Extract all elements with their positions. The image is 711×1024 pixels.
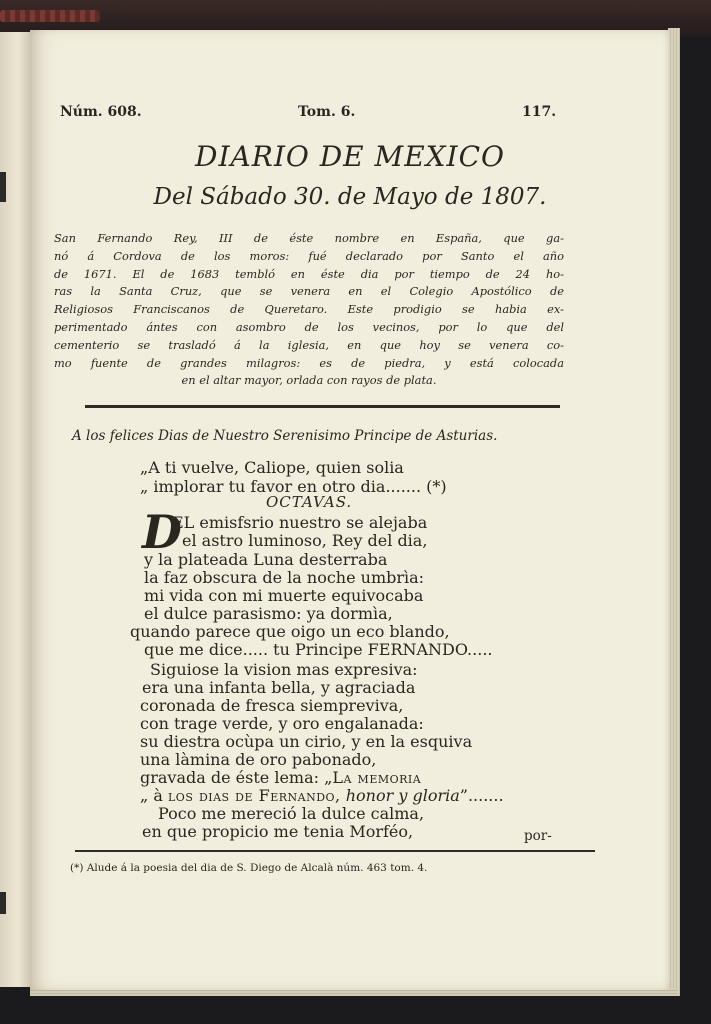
poem-line: Siguiose la vision mas expresiva: bbox=[150, 660, 418, 679]
section-divider bbox=[85, 405, 560, 408]
left-page-edge bbox=[0, 32, 31, 987]
ink-mark bbox=[0, 172, 6, 202]
lema-italic: honor y gloria bbox=[345, 786, 460, 805]
poem-line: su diestra ocùpa un cirio, y en la esquiva bbox=[140, 732, 473, 751]
poem-line: y la plateada Luna desterraba bbox=[144, 550, 388, 569]
notice-line: perimentado ántes con asombro de los vecinos, por lo que del bbox=[54, 319, 564, 334]
poem-line: EL emisfsrio nuestro se alejaba bbox=[172, 513, 428, 532]
issue-date: Del Sábado 30. de Mayo de 1807. bbox=[153, 184, 547, 210]
poem-line: era una infanta bella, y agraciada bbox=[142, 678, 416, 697]
poem-line: mi vida con mi muerte equivocaba bbox=[144, 586, 424, 605]
poem-line: una làmina de oro pabonado, bbox=[140, 750, 377, 769]
poem-line bbox=[140, 768, 421, 787]
page-number: 117. bbox=[522, 104, 557, 120]
notice-line: Religiosos Franciscanos de Queretaro. Este prodigio se habia ex- bbox=[54, 302, 564, 317]
footnote: (*) Alude á la poesia del dia de S. Diego de Alcalà núm. 463 tom. 4. bbox=[70, 862, 428, 874]
notice-line: en el altar mayor, orlada con rayos de plata. bbox=[181, 373, 437, 388]
poem-line bbox=[140, 786, 504, 805]
tome-number: Tom. 6. bbox=[298, 104, 356, 120]
notice-line: mo fuente de grandes milagros: es de piedra, y está colocada bbox=[54, 355, 564, 370]
poem-line-prefix: „ à bbox=[140, 786, 168, 805]
binding-cord bbox=[0, 10, 100, 22]
notice-line: ras la Santa Cruz, que se venera en el Colegio Apostólico de bbox=[54, 284, 564, 299]
epigraph-line: „A ti vuelve, Caliope, quien solia bbox=[140, 458, 404, 477]
poem-line-suffix: ”....... bbox=[459, 786, 504, 805]
notice-line: San Fernando Rey, III de éste nombre en España, que ga- bbox=[54, 231, 564, 245]
issue-number: Núm. 608. bbox=[60, 104, 142, 120]
poem-line: que me dice..... tu Principe FERNANDO..... bbox=[144, 640, 493, 659]
poem-line: la faz obscura de la noche umbrìa: bbox=[144, 568, 425, 587]
poem-line: quando parece que oigo un eco blando, bbox=[130, 622, 450, 641]
poem-line: el dulce parasismo: ya dormìa, bbox=[144, 604, 393, 623]
epigraph-line: „ implorar tu favor en otro dia....... (*) bbox=[140, 477, 447, 496]
newspaper-page bbox=[30, 30, 670, 990]
footnote-divider bbox=[75, 850, 595, 852]
poem-line: en que propicio me tenia Morféo, bbox=[142, 822, 414, 841]
poem-dedication: A los felices Dias de Nuestro Serenisimo Principe de Asturias. bbox=[72, 428, 498, 444]
poem-line: coronada de fresca siempreviva, bbox=[140, 696, 404, 715]
poem-line: Poco me mereció la dulce calma, bbox=[158, 804, 425, 823]
ink-mark bbox=[0, 892, 6, 914]
section-heading: OCTAVAS. bbox=[266, 493, 353, 511]
lema-smallcaps: La memoria bbox=[332, 768, 422, 787]
poem-line: el astro luminoso, Rey del dia, bbox=[182, 531, 428, 550]
lema-smallcaps: los dias de Fernando, bbox=[168, 786, 341, 805]
notice-line: nó á Cordova de los moros: fué declarado por Santo el año bbox=[54, 248, 564, 263]
notice-line: cementerio se trasladó á la iglesia, en que hoy se venera co- bbox=[54, 337, 564, 352]
saint-of-day-notice bbox=[54, 230, 564, 390]
drop-cap: D bbox=[142, 505, 182, 559]
catchword: por- bbox=[524, 828, 552, 844]
poem-line: con trage verde, y oro engalanada: bbox=[140, 714, 424, 733]
poem-line-text: gravada de éste lema: „ bbox=[140, 768, 333, 787]
masthead-title: DIARIO DE MEXICO bbox=[195, 140, 505, 173]
notice-line: de 1671. El de 1683 tembló en éste dia por tiempo de 24 ho- bbox=[54, 266, 564, 281]
